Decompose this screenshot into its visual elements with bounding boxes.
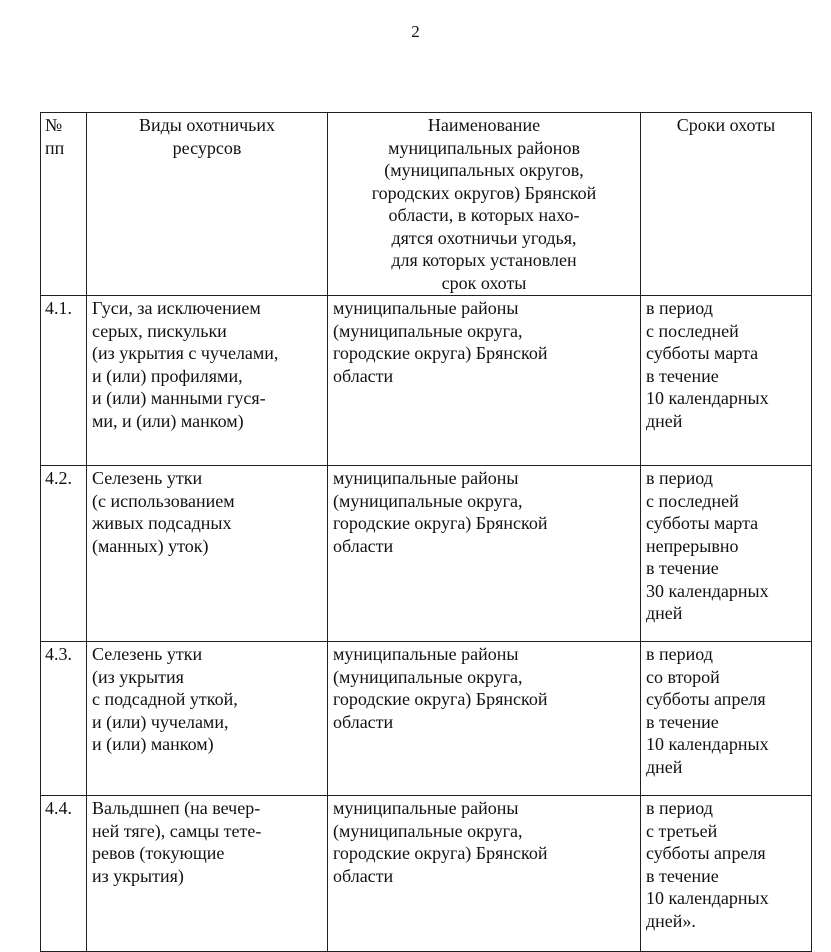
row-number: 4.1. <box>41 296 87 466</box>
header-species: Виды охотничьих ресурсов <box>87 113 328 296</box>
header-districts: Наименование муниципальных районов (муниципальных округов, городских округов) Брянской области, в которых нахо- дятся охотничьи угодья, для которых установлен срок охоты <box>328 113 641 296</box>
row-number: 4.4. <box>41 796 87 952</box>
row-period: в период с последней субботы марта в течение 10 календарных дней <box>641 296 812 466</box>
row-species: Гуси, за исключением серых, пискульки (из укрытия с чучелами, и (или) профилями, и (или) манными гуся- ми, и (или) манком) <box>87 296 328 466</box>
table-row <box>41 642 812 796</box>
table-header-row <box>41 113 812 296</box>
row-period: в период со второй субботы апреля в течение 10 календарных дней <box>641 642 812 796</box>
header-number: № пп <box>41 113 87 296</box>
hunting-periods-table <box>40 112 812 952</box>
page-number: 2 <box>411 22 420 41</box>
row-number: 4.2. <box>41 466 87 642</box>
row-period: в период с последней субботы марта непрерывно в течение 30 календарных дней <box>641 466 812 642</box>
row-districts: муниципальные районы (муниципальные округа, городские округа) Брянской области <box>328 296 641 466</box>
table-row <box>41 796 812 952</box>
row-number: 4.3. <box>41 642 87 796</box>
row-species: Вальдшнеп (на вечер- ней тяге), самцы тете- ревов (токующие из укрытия) <box>87 796 328 952</box>
row-districts: муниципальные районы (муниципальные округа, городские округа) Брянской области <box>328 796 641 952</box>
row-districts: муниципальные районы (муниципальные округа, городские округа) Брянской области <box>328 642 641 796</box>
row-species: Селезень утки (из укрытия с подсадной уткой, и (или) чучелами, и (или) манком) <box>87 642 328 796</box>
header-period: Сроки охоты <box>641 113 812 296</box>
table-row <box>41 466 812 642</box>
row-species: Селезень утки (с использованием живых подсадных (манных) уток) <box>87 466 328 642</box>
row-districts: муниципальные районы (муниципальные округа, городские округа) Брянской области <box>328 466 641 642</box>
table-row <box>41 296 812 466</box>
row-period: в период с третьей субботы апреля в течение 10 календарных дней». <box>641 796 812 952</box>
